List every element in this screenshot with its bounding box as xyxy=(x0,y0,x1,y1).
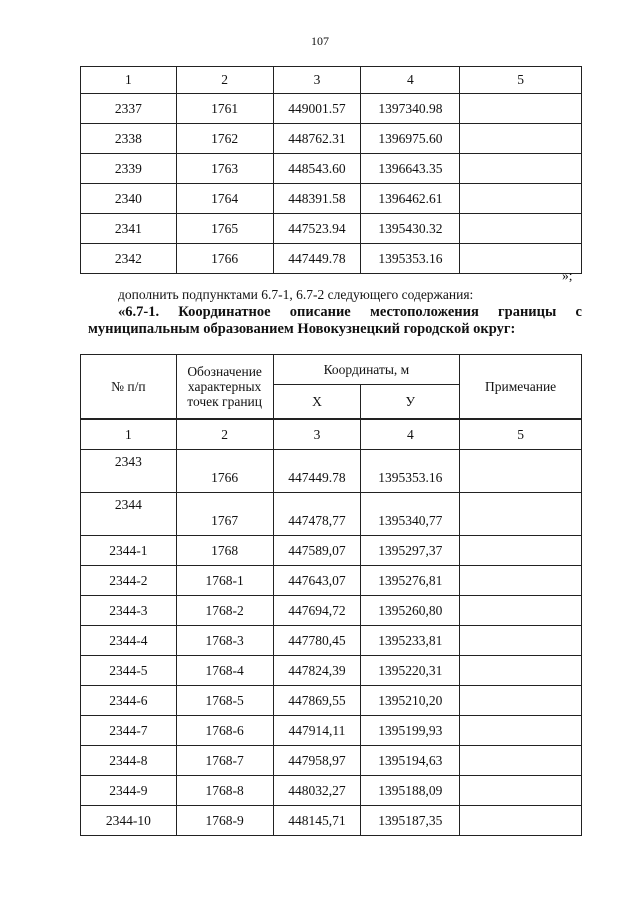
table-row xyxy=(81,686,582,716)
table-cell: 2341 xyxy=(81,214,177,244)
table-cell: 1395188,09 xyxy=(361,776,460,806)
table-cell: 449001.57 xyxy=(273,94,361,124)
table-cell xyxy=(460,214,582,244)
table-row xyxy=(81,184,582,214)
table-cell: 1395187,35 xyxy=(361,806,460,836)
table-row xyxy=(81,124,582,154)
table-cell: 1765 xyxy=(176,214,273,244)
table-row xyxy=(81,626,582,656)
boundary-coordinates-table xyxy=(80,354,582,836)
table-cell: 1768-4 xyxy=(176,656,273,686)
table-cell xyxy=(460,536,582,566)
table-cell: 1768 xyxy=(176,536,273,566)
table-row xyxy=(81,493,582,536)
table-cell: 447643,07 xyxy=(273,566,361,596)
table-cell: 1395297,37 xyxy=(361,536,460,566)
table-row xyxy=(81,656,582,686)
table-cell: 2342 xyxy=(81,244,177,274)
column-number-row xyxy=(81,67,582,94)
table-cell: 1766 xyxy=(176,244,273,274)
column-number: 1 xyxy=(81,67,177,94)
header-x: X xyxy=(273,385,361,420)
table-cell: 1396643.35 xyxy=(361,154,460,184)
column-number-row xyxy=(81,419,582,450)
table-row xyxy=(81,536,582,566)
table-cell: 2339 xyxy=(81,154,177,184)
table-cell: 447589,07 xyxy=(273,536,361,566)
table-cell: 1396975.60 xyxy=(361,124,460,154)
table-cell: 2338 xyxy=(81,124,177,154)
table-cell: 1397340.98 xyxy=(361,94,460,124)
table-cell: 1395353.16 xyxy=(361,450,460,493)
table-cell: 2343 xyxy=(81,450,177,493)
table-cell: 2344-2 xyxy=(81,566,177,596)
table-cell: 447449.78 xyxy=(273,244,361,274)
table-cell xyxy=(460,806,582,836)
table-row xyxy=(81,94,582,124)
amendment-intro: дополнить подпунктами 6.7-1, 6.7-2 следующего содержания: xyxy=(118,287,474,302)
table-cell: 2340 xyxy=(81,184,177,214)
table-cell: 2344 xyxy=(81,493,177,536)
column-number: 3 xyxy=(273,419,361,450)
coordinates-table-continued xyxy=(80,66,582,274)
table-cell: 1768-7 xyxy=(176,746,273,776)
table-cell xyxy=(460,154,582,184)
table-cell: 2344-10 xyxy=(81,806,177,836)
table-cell: 448543.60 xyxy=(273,154,361,184)
table-row xyxy=(81,746,582,776)
header-point-number: № п/п xyxy=(81,355,177,420)
table-row xyxy=(81,596,582,626)
table-cell: 2344-7 xyxy=(81,716,177,746)
table-cell: 447824,39 xyxy=(273,656,361,686)
table-row xyxy=(81,244,582,274)
table-cell: 1768-1 xyxy=(176,566,273,596)
table-cell: 2344-9 xyxy=(81,776,177,806)
table-cell: 1395210,20 xyxy=(361,686,460,716)
table-row xyxy=(81,776,582,806)
table-row xyxy=(81,716,582,746)
table-cell: 1767 xyxy=(176,493,273,536)
table-cell xyxy=(460,450,582,493)
table-cell xyxy=(460,746,582,776)
table-cell: 2337 xyxy=(81,94,177,124)
table-cell: 2344-5 xyxy=(81,656,177,686)
table-cell: 1395220,31 xyxy=(361,656,460,686)
table-cell: 1768-3 xyxy=(176,626,273,656)
table-cell xyxy=(460,184,582,214)
table-cell: 447694,72 xyxy=(273,596,361,626)
table-row xyxy=(81,806,582,836)
column-number: 5 xyxy=(460,419,582,450)
table-cell xyxy=(460,493,582,536)
table-cell: 448391.58 xyxy=(273,184,361,214)
table-cell xyxy=(460,686,582,716)
header-y: У xyxy=(361,385,460,420)
table-cell xyxy=(460,776,582,806)
table-row xyxy=(81,566,582,596)
table-cell: 1768-8 xyxy=(176,776,273,806)
column-number: 2 xyxy=(176,419,273,450)
table-cell: 1763 xyxy=(176,154,273,184)
table-cell: 1396462.61 xyxy=(361,184,460,214)
table-cell: 447523.94 xyxy=(273,214,361,244)
table-cell xyxy=(460,566,582,596)
table-row xyxy=(81,214,582,244)
table-cell xyxy=(460,596,582,626)
table-cell: 2344-6 xyxy=(81,686,177,716)
table-cell: 1395340,77 xyxy=(361,493,460,536)
subsection-heading-line: муниципальным образованием Новокузнецкий городской округ: xyxy=(88,321,516,337)
table-cell: 1395233,81 xyxy=(361,626,460,656)
column-number: 5 xyxy=(460,67,582,94)
table-cell: 1395194,63 xyxy=(361,746,460,776)
table-cell: 2344-3 xyxy=(81,596,177,626)
table-row xyxy=(81,450,582,493)
table-cell xyxy=(460,124,582,154)
table-cell: 447478,77 xyxy=(273,493,361,536)
table-cell: 1395353.16 xyxy=(361,244,460,274)
closing-quote: »; xyxy=(562,268,573,283)
header-point-designation: Обозначение характерных точек границ xyxy=(176,355,273,420)
table-cell: 1768-2 xyxy=(176,596,273,626)
table-cell: 2344-4 xyxy=(81,626,177,656)
table-row xyxy=(81,154,582,184)
page-number: 107 xyxy=(311,34,329,48)
table-cell: 447780,45 xyxy=(273,626,361,656)
table-cell: 448762.31 xyxy=(273,124,361,154)
table-cell: 1768-9 xyxy=(176,806,273,836)
table-cell: 448145,71 xyxy=(273,806,361,836)
table-cell xyxy=(460,656,582,686)
table-cell: 2344-1 xyxy=(81,536,177,566)
table-cell: 2344-8 xyxy=(81,746,177,776)
table-cell: 1395199,93 xyxy=(361,716,460,746)
table-cell: 1766 xyxy=(176,450,273,493)
table-cell: 1768-6 xyxy=(176,716,273,746)
column-number: 4 xyxy=(361,67,460,94)
column-number: 3 xyxy=(273,67,361,94)
table-cell: 1764 xyxy=(176,184,273,214)
table-cell: 1395276,81 xyxy=(361,566,460,596)
column-number: 4 xyxy=(361,419,460,450)
column-number: 2 xyxy=(176,67,273,94)
table-cell xyxy=(460,716,582,746)
column-number: 1 xyxy=(81,419,177,450)
table-cell xyxy=(460,94,582,124)
table-cell: 1395260,80 xyxy=(361,596,460,626)
table-cell: 1768-5 xyxy=(176,686,273,716)
header-coordinates: Координаты, м xyxy=(273,355,460,385)
table-cell: 1762 xyxy=(176,124,273,154)
table-cell: 447914,11 xyxy=(273,716,361,746)
table-cell: 1761 xyxy=(176,94,273,124)
subsection-heading-line: «6.7-1. Координатное описание местоположения границы с xyxy=(118,304,582,320)
subsection-heading xyxy=(88,304,582,338)
table-cell: 448032,27 xyxy=(273,776,361,806)
table-cell: 1395430.32 xyxy=(361,214,460,244)
header-note: Примечание xyxy=(460,355,582,420)
table-cell: 447869,55 xyxy=(273,686,361,716)
table-cell xyxy=(460,626,582,656)
table-cell: 447449.78 xyxy=(273,450,361,493)
table-cell: 447958,97 xyxy=(273,746,361,776)
